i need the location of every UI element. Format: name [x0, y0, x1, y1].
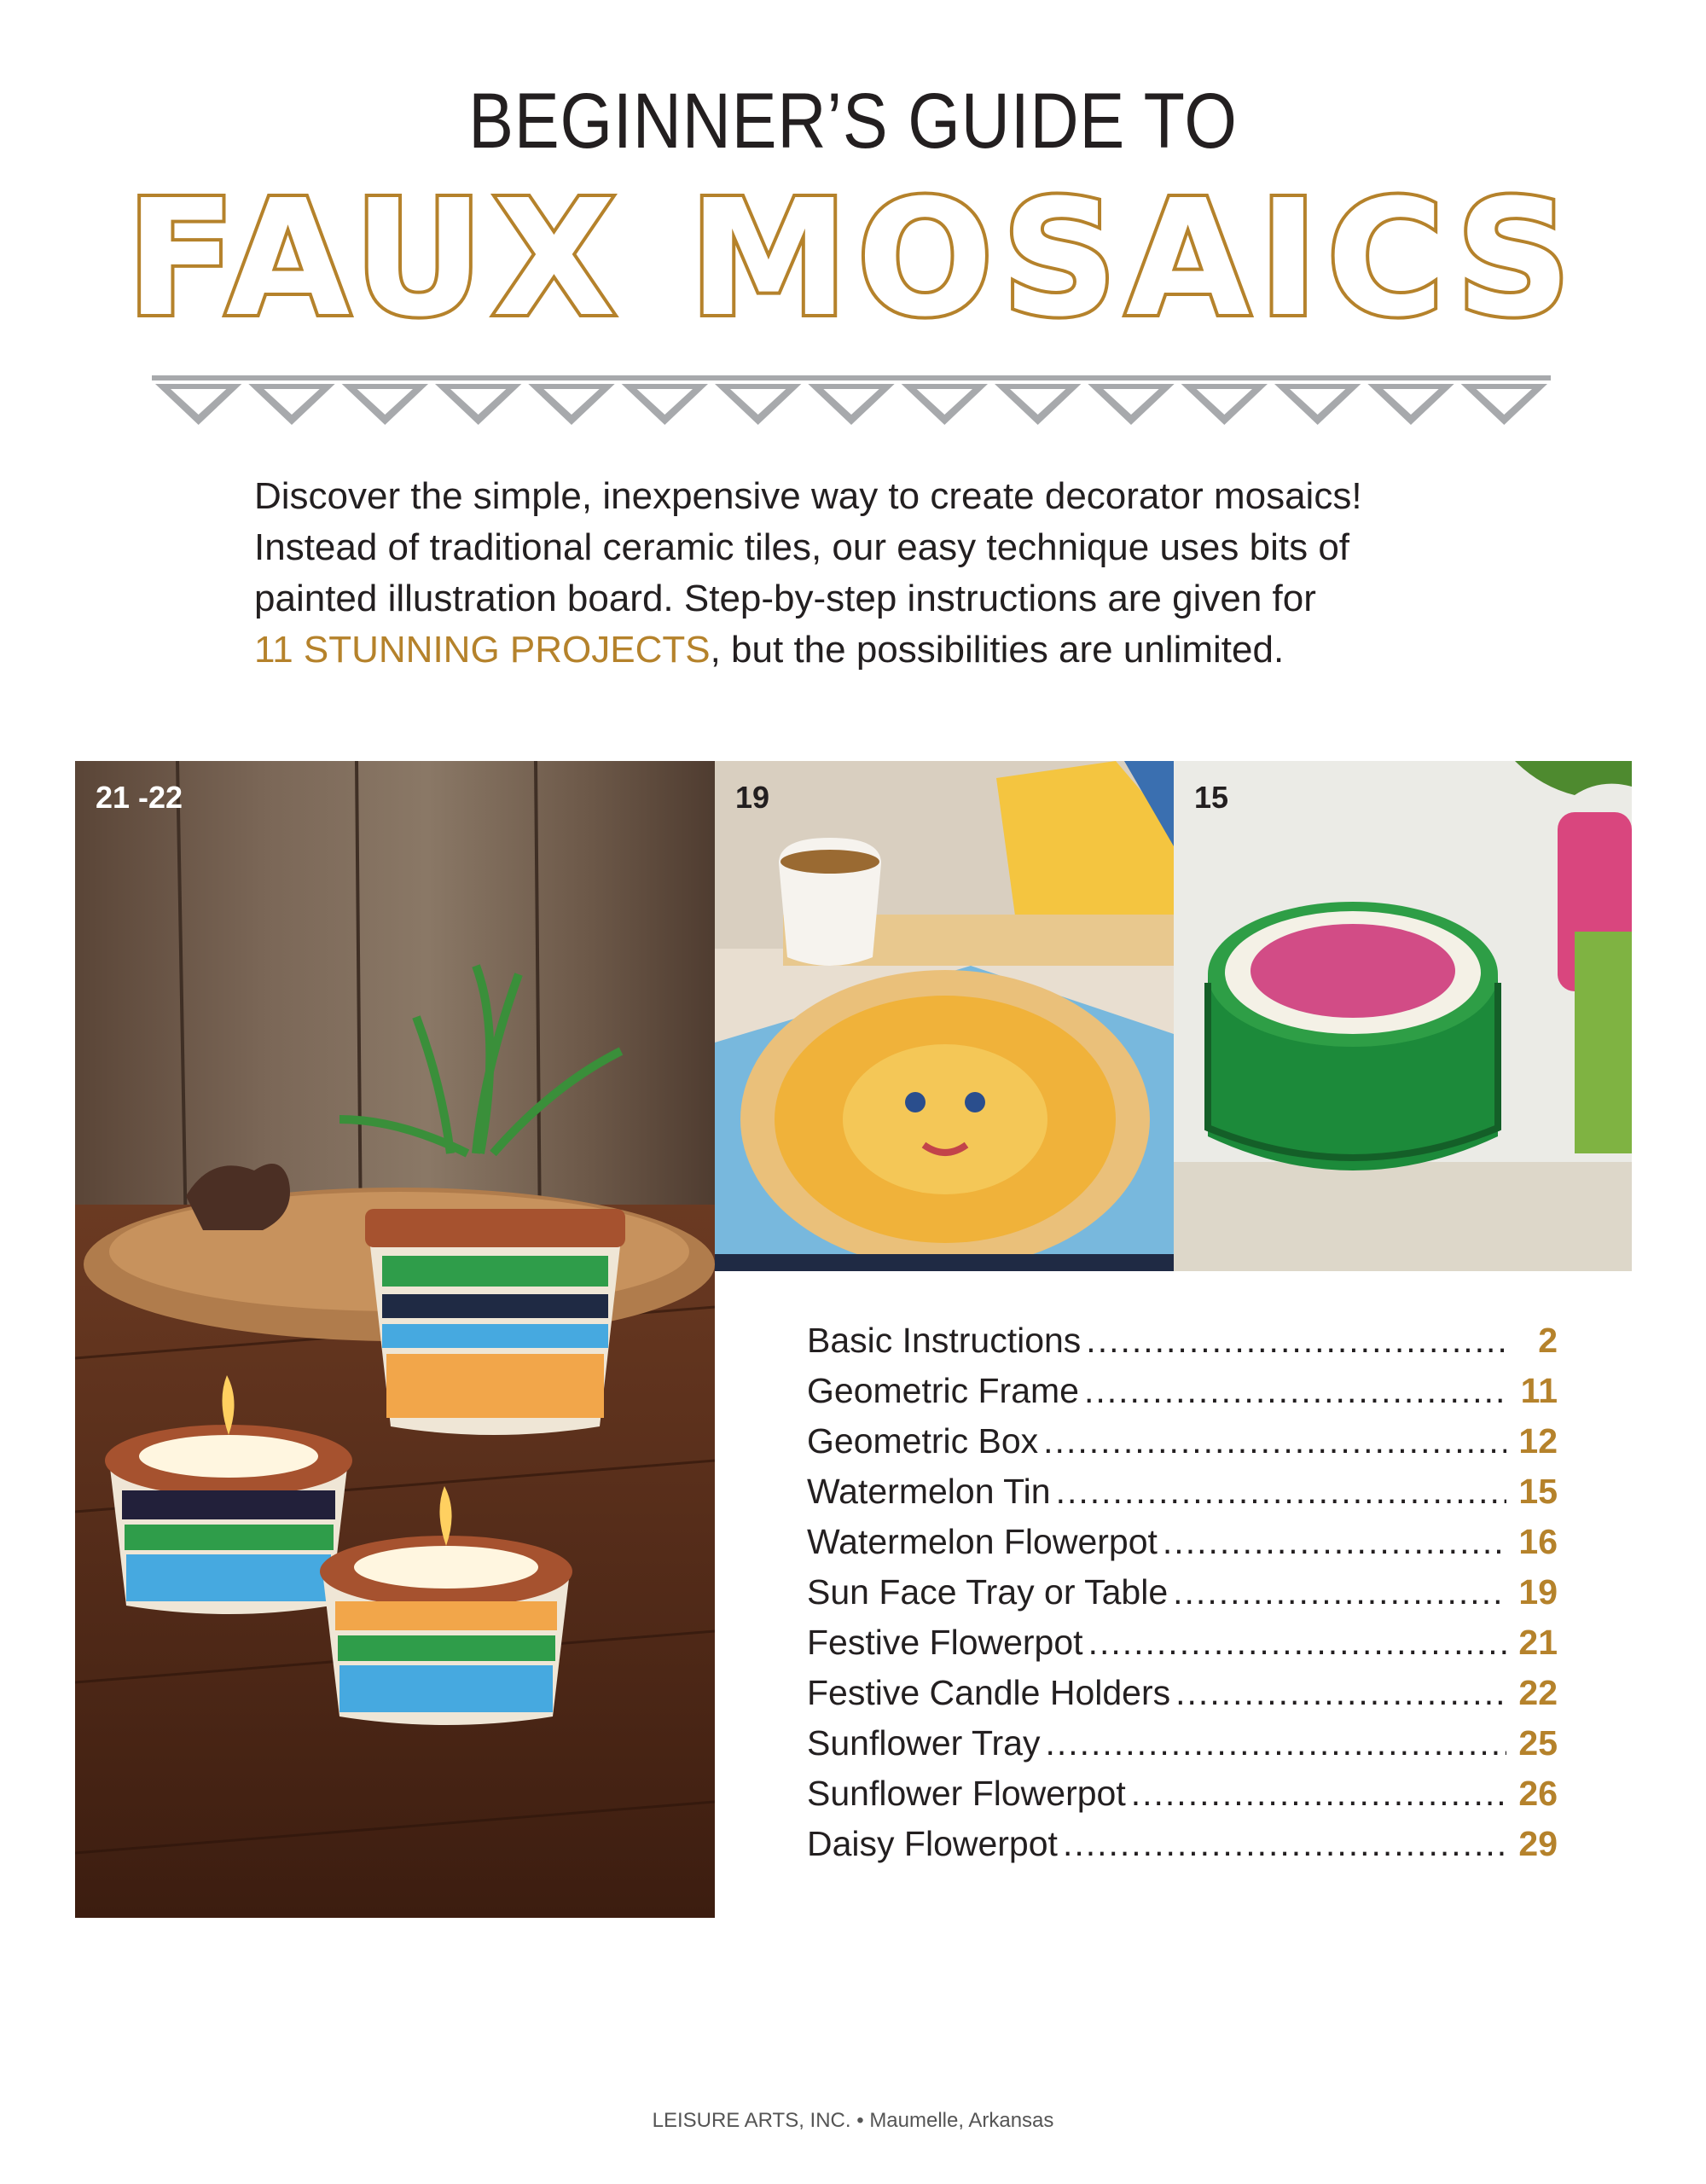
table-of-contents: [807, 1321, 1558, 1874]
toc-row[interactable]: [807, 1321, 1558, 1371]
toc-row[interactable]: [807, 1774, 1558, 1824]
toc-leader-dots: [1045, 1723, 1506, 1763]
toc-page-number: 29: [1518, 1824, 1558, 1863]
photo-page-label: 21 -22: [96, 780, 183, 815]
toc-title: Watermelon Flowerpot: [807, 1522, 1158, 1561]
photo-page-label: 19: [735, 780, 770, 815]
toc-page-number: 21: [1518, 1623, 1558, 1662]
toc-title: Sun Face Tray or Table: [807, 1572, 1169, 1612]
toc-page-number: 2: [1538, 1321, 1558, 1360]
publisher-name: LEISURE ARTS, INC.: [652, 2109, 851, 2132]
toc-row[interactable]: [807, 1522, 1558, 1572]
toc-leader-dots: [1056, 1472, 1506, 1512]
toc-page-number: 15: [1518, 1472, 1558, 1511]
toc-leader-dots: [1163, 1522, 1506, 1562]
toc-page-number: 11: [1520, 1371, 1558, 1410]
toc-leader-dots: [1175, 1673, 1506, 1713]
toc-leader-dots: [1088, 1623, 1506, 1663]
photo-watermelon-tin: [1174, 761, 1632, 1271]
publisher-location: Maumelle, Arkansas: [869, 2109, 1054, 2132]
toc-row[interactable]: [807, 1572, 1558, 1623]
intro-line: Instead of traditional ceramic tiles, our easy technique uses bits of: [254, 526, 1350, 568]
toc-title: Daisy Flowerpot: [807, 1824, 1058, 1863]
toc-title: Watermelon Tin: [807, 1472, 1051, 1511]
header-title: FAUX MOSAICS: [125, 166, 1581, 352]
toc-row[interactable]: [807, 1723, 1558, 1774]
toc-row[interactable]: [807, 1824, 1558, 1874]
toc-leader-dots: [1084, 1371, 1506, 1411]
toc-title: Festive Flowerpot: [807, 1623, 1083, 1662]
project-count-highlight: 11 STUNNING PROJECTS: [254, 629, 711, 671]
toc-title: Sunflower Flowerpot: [807, 1774, 1126, 1813]
intro-line: painted illustration board. Step-by-step instructions are given for: [254, 578, 1316, 619]
toc-title: Festive Candle Holders: [807, 1673, 1171, 1712]
intro-line-rest: , but the possibilities are unlimited.: [710, 629, 1285, 671]
footer-separator: •: [856, 2109, 864, 2132]
toc-leader-dots: [1131, 1774, 1506, 1814]
toc-leader-dots: [1043, 1421, 1506, 1461]
toc-leader-dots: [1063, 1824, 1506, 1864]
toc-row[interactable]: [807, 1623, 1558, 1673]
toc-title: Sunflower Tray: [807, 1723, 1041, 1763]
footer: [0, 2109, 1706, 2133]
toc-page-number: 12: [1518, 1421, 1558, 1461]
header-subtitle: BEGINNER’S GUIDE TO: [468, 78, 1238, 165]
photo-festive-flowerpot: [75, 761, 715, 1918]
toc-page-number: 26: [1518, 1774, 1558, 1813]
toc-row[interactable]: [807, 1421, 1558, 1472]
toc-row[interactable]: [807, 1472, 1558, 1522]
toc-row[interactable]: [807, 1673, 1558, 1723]
photo-page-label: 15: [1194, 780, 1229, 815]
intro-line: Discover the simple, inexpensive way to create decorator mosaics!: [254, 475, 1362, 517]
triangle-divider: [152, 375, 1551, 428]
intro-line: [254, 624, 1483, 676]
toc-page-number: 16: [1518, 1522, 1558, 1561]
intro-paragraph: [254, 471, 1483, 676]
toc-leader-dots: [1173, 1572, 1506, 1612]
toc-page-number: 19: [1518, 1572, 1558, 1612]
toc-page-number: 25: [1518, 1723, 1558, 1763]
toc-title: Basic Instructions: [807, 1321, 1082, 1360]
toc-leader-dots: [1086, 1321, 1506, 1361]
toc-title: Geometric Box: [807, 1421, 1039, 1461]
toc-page-number: 22: [1518, 1673, 1558, 1712]
photo-sun-face-table: [715, 761, 1174, 1271]
toc-title: Geometric Frame: [807, 1371, 1079, 1410]
toc-row[interactable]: [807, 1371, 1558, 1421]
